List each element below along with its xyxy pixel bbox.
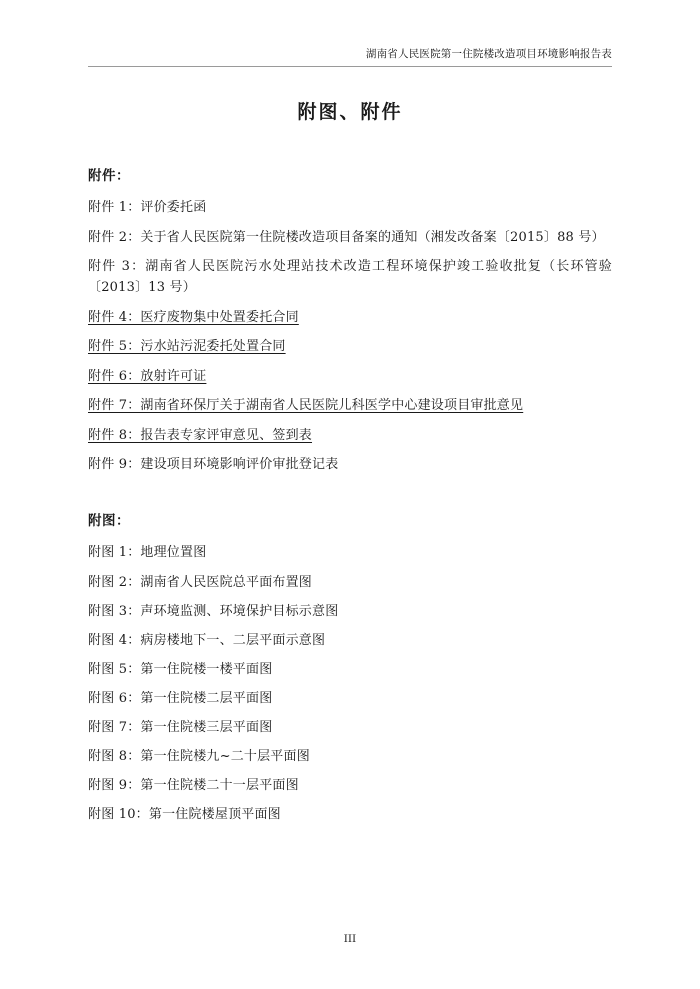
figures-section [88,509,612,824]
list-item: 附图 6：第一住院楼二层平面图 [88,690,273,706]
list-item: 附图 5：第一住院楼一楼平面图 [88,661,273,677]
list-item: 附件 9：建设项目环境影响评价审批登记表 [88,457,339,473]
list-item: 附件 6：放射许可证 [88,368,207,384]
attachments-section [88,164,612,475]
attachments-heading: 附件： [88,168,130,184]
page-number: III [343,933,357,945]
list-item: 附件 5：污水站污泥委托处置合同 [88,339,286,355]
list-item: 附图 4：病房楼地下一、二层平面示意图 [88,632,326,648]
figures-heading: 附图： [88,513,130,530]
list-item: 附件 8：报告表专家评审意见、签到表 [88,427,313,443]
list-item: 附件 7：湖南省环保厅关于湖南省人民医院儿科医学中心建设项目审批意见 [88,398,524,414]
list-item: 附件 2：关于省人民医院第一住院楼改造项目备案的通知（湘发改备案〔2015〕88 号） [88,229,605,245]
page-title: 附图、附件 [297,101,403,123]
list-item: 附件 1：评价委托函 [88,200,207,215]
running-header: 湖南省人民医院第一住院楼改造项目环境影响报告表 [88,46,612,67]
list-item: 附件 4：医疗废物集中处置委托合同 [88,309,299,325]
list-item: 附图 2：湖南省人民医院总平面布置图 [88,574,313,590]
list-item: 附图 7：第一住院楼三层平面图 [88,719,273,735]
list-item: 附图 1：地理位置图 [88,545,207,561]
list-item: 附图 10：第一住院楼屋顶平面图 [88,806,281,822]
list-item: 附图 8：第一住院楼九~二十层平面图 [88,748,310,764]
list-item: 附件 3：湖南省人民医院污水处理站技术改造工程环境保护竣工验收批复（长环管验〔2013〕13 号） [88,259,612,296]
list-item: 附图 9：第一住院楼二十一层平面图 [88,777,299,793]
list-item: 附图 3：声环境监测、环境保护目标示意图 [88,603,339,619]
